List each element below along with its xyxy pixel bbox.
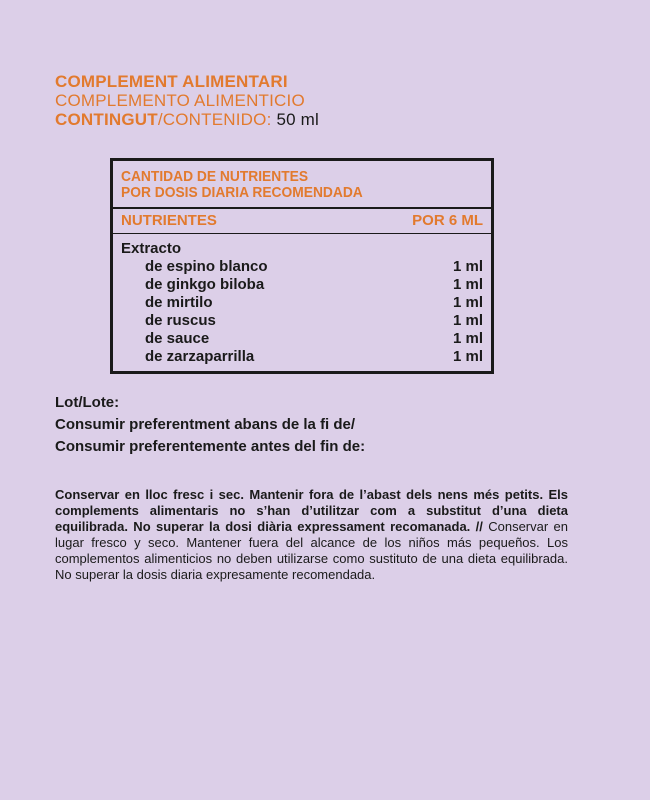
best-before-catalan: Consumir preferentment abans de la fi de/ bbox=[55, 416, 356, 433]
table-row bbox=[121, 330, 483, 348]
nutrition-title-line1: CANTIDAD DE NUTRIENTES bbox=[121, 168, 309, 185]
content-value: 50 ml bbox=[276, 110, 320, 129]
content-line bbox=[55, 110, 615, 129]
nutrition-title-line2: POR DOSIS DIARIA RECOMENDADA bbox=[121, 184, 363, 201]
nutrient-name: de sauce bbox=[145, 330, 210, 347]
product-type-spanish: COMPLEMENTO ALIMENTICIO bbox=[55, 91, 305, 110]
content-label-spanish: /CONTENIDO: bbox=[157, 110, 277, 129]
nutrient-value: 1 ml bbox=[452, 330, 483, 347]
column-nutrients: NUTRIENTES bbox=[121, 212, 217, 229]
nutrient-value: 1 ml bbox=[452, 276, 483, 293]
nutrient-name: de zarzaparrilla bbox=[145, 348, 255, 365]
nutrient-name: de espino blanco bbox=[145, 258, 268, 275]
table-row bbox=[121, 276, 483, 294]
nutrient-value: 1 ml bbox=[452, 258, 483, 275]
lot-section bbox=[55, 392, 635, 458]
warning-text-catalan: Conservar en lloc fresc i sec. Mantenir fora de l’abast dels nens més petits. Els complements alimentaris no s’han d’utilitzar com a substitut d’una dieta equilibrada. No superar la dosi diària expressament recomanada. // bbox=[55, 487, 568, 534]
nutrition-column-headers bbox=[121, 209, 483, 230]
product-header bbox=[55, 72, 615, 129]
nutrient-name: de ruscus bbox=[145, 312, 216, 329]
nutrient-name: de mirtilo bbox=[145, 294, 213, 311]
warning-text-spanish: Conservar en lugar fresco y seco. Mantener fuera del alcance de los niños más pequeños. Los complementos alimenticios no deben utilizarse como sustituto de una dieta equilibrada. No superar la dosis diaria expresamente recomendada. bbox=[55, 519, 568, 582]
nutrient-value: 1 ml bbox=[452, 312, 483, 329]
product-type-catalan: COMPLEMENT ALIMENTARI bbox=[55, 72, 288, 91]
warnings-section bbox=[55, 487, 568, 583]
nutrient-value: 1 ml bbox=[452, 294, 483, 311]
nutrition-group-label: Extracto bbox=[121, 240, 182, 257]
table-row bbox=[121, 312, 483, 330]
table-row bbox=[121, 348, 483, 366]
nutrient-name: de ginkgo biloba bbox=[145, 276, 265, 293]
table-row bbox=[121, 258, 483, 276]
best-before-spanish: Consumir preferentemente antes del fin de: bbox=[55, 438, 366, 455]
column-per-dose: POR 6 ML bbox=[412, 212, 483, 229]
nutrient-value: 1 ml bbox=[452, 348, 483, 365]
nutrition-header-divider bbox=[113, 233, 491, 234]
lot-label: Lot/Lote: bbox=[55, 394, 120, 411]
table-row bbox=[121, 294, 483, 312]
content-label-catalan: CONTINGUT bbox=[55, 110, 158, 129]
nutrition-table bbox=[110, 158, 494, 374]
